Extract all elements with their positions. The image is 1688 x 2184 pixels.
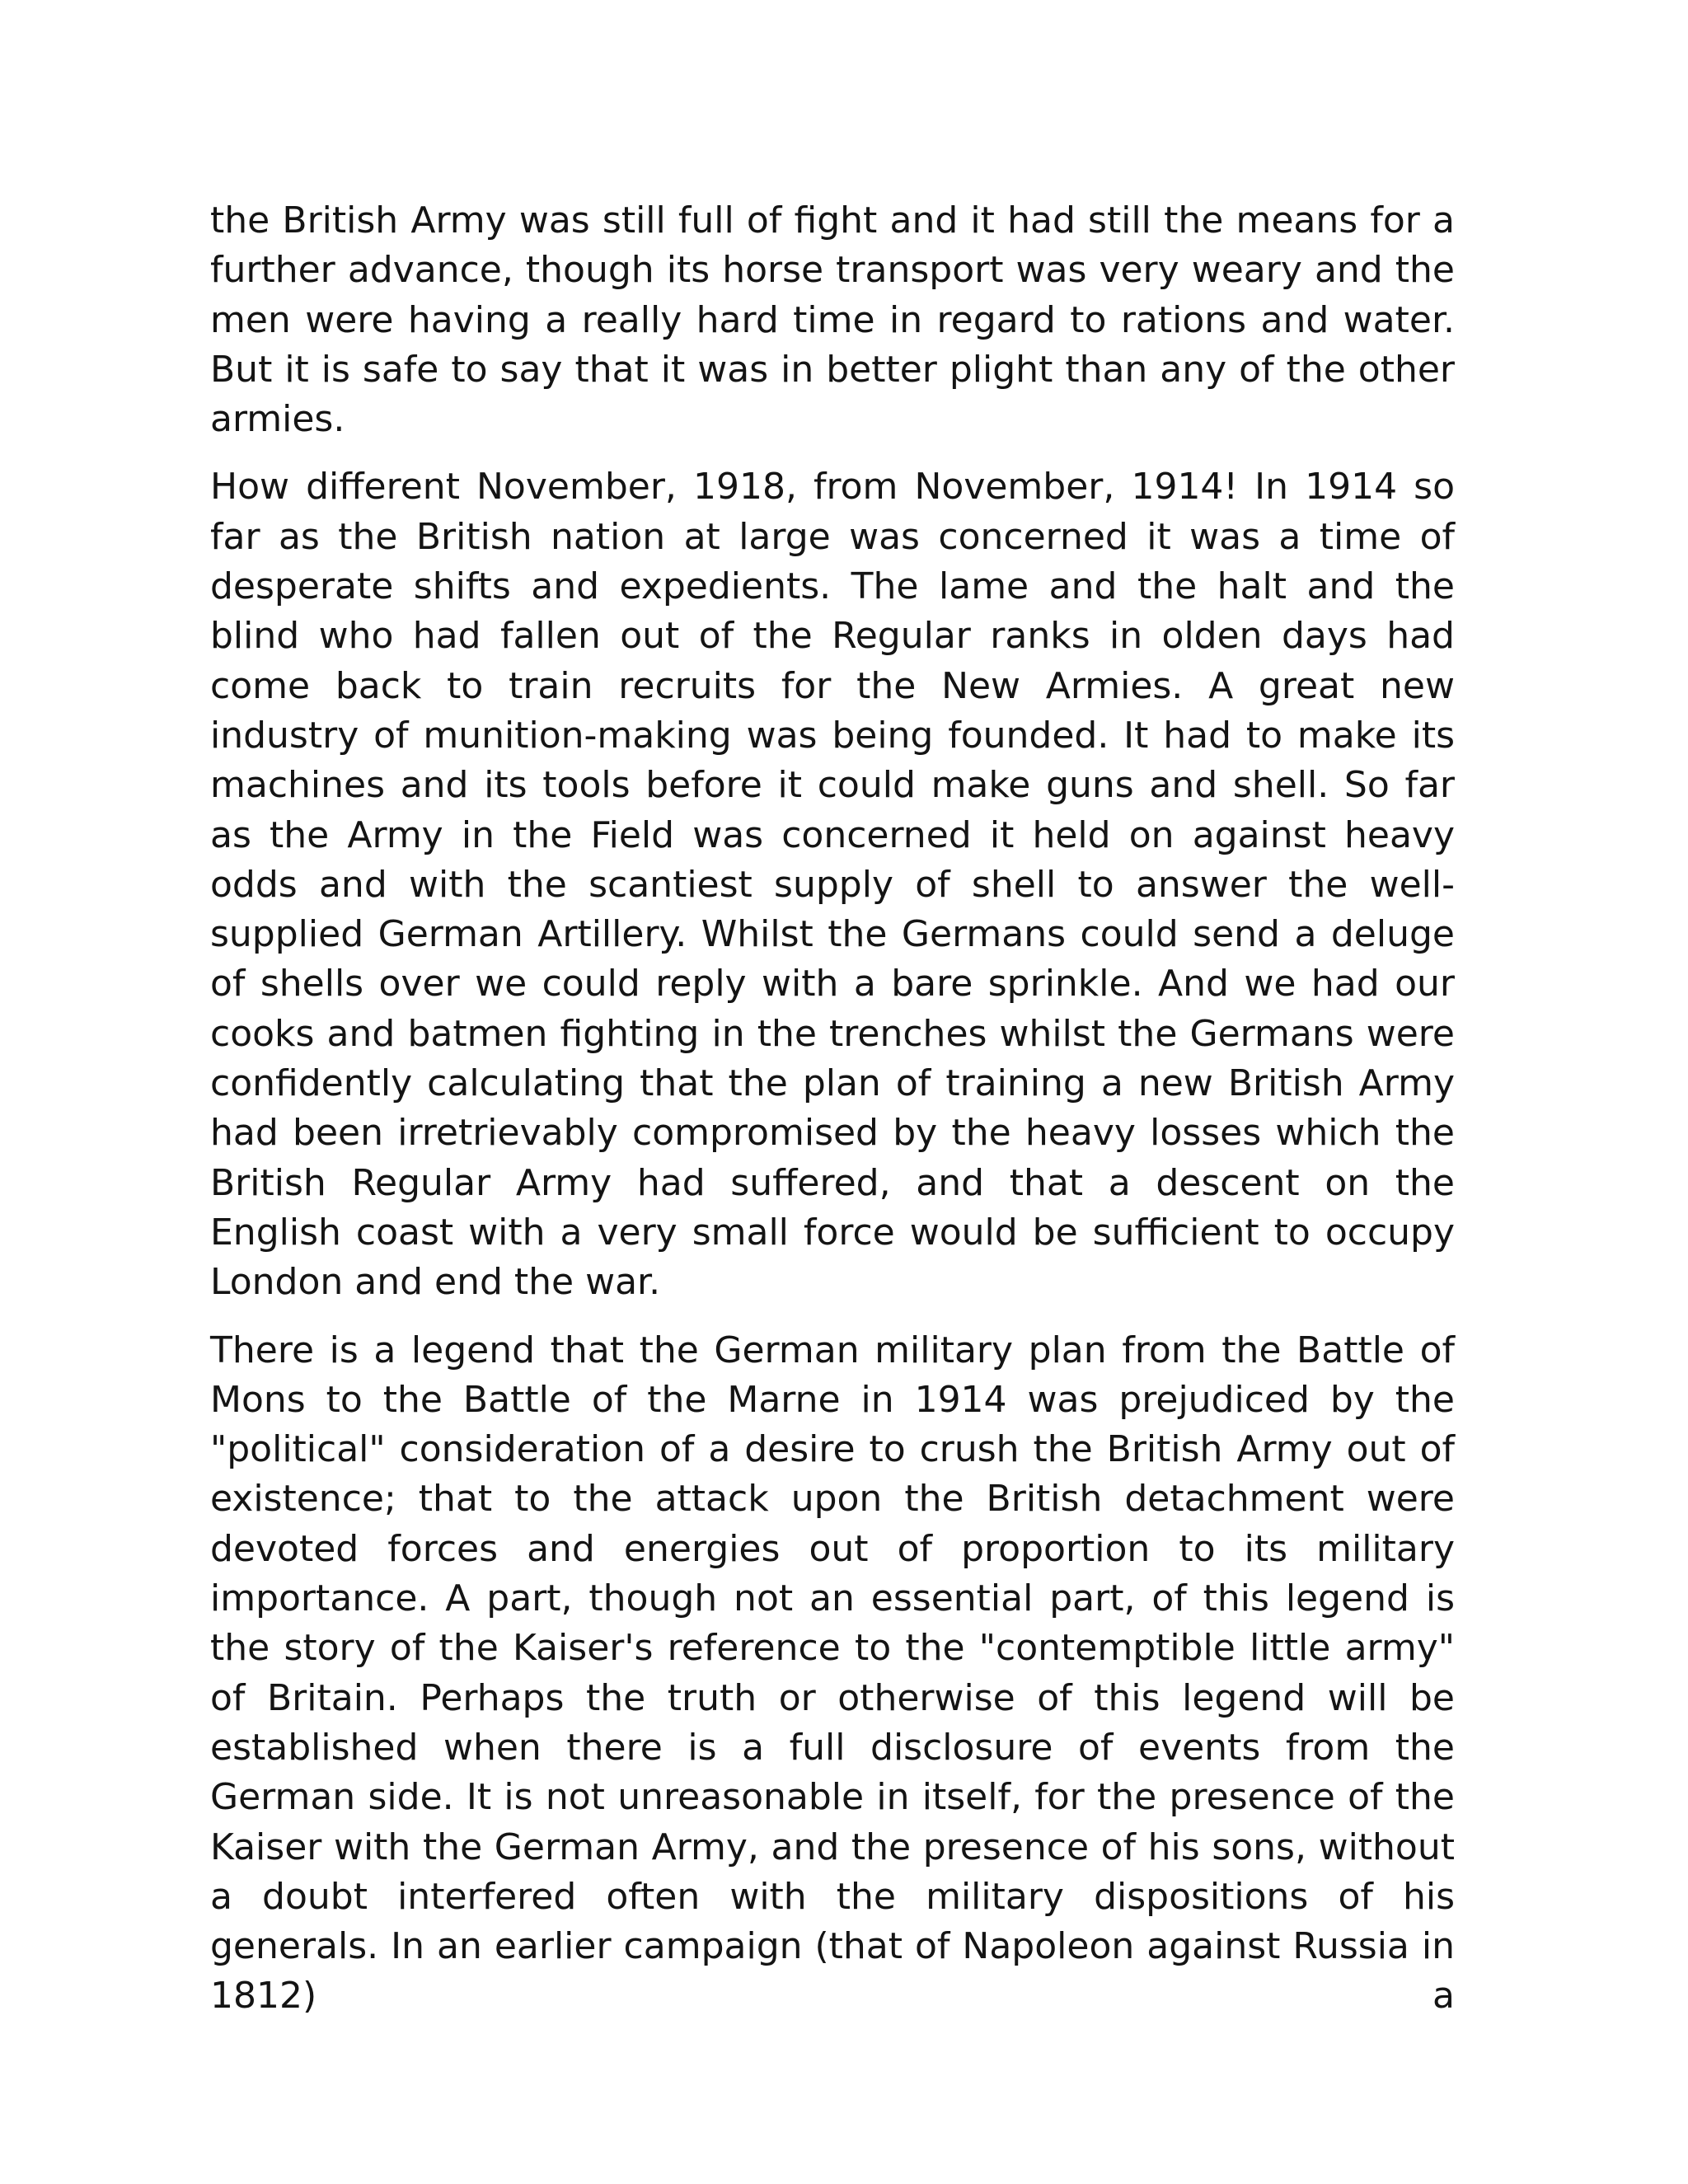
paragraph-german-legend: There is a legend that the German military plan from the Battle of Mons to the Battle of the Marne in 1914 was prejudiced by the "political" consideration of a desire to crush the British Army out of existence; that to the attack upon the British detachment were devoted forces and energies out of proportion to its military importance. A part, though not an essential part, of this legend is the story of the Kaiser's reference to the "contemptible little army" of Britain. Perhaps the truth or otherwise of this legend will be established when there is a full disclosure of events from the German side. It is not unreasonable in itself, for the presence of the Kaiser with the German Army, and the presence of his sons, without a doubt interfered often with the military dispositions of his generals. In an earlier campaign (that of Napoleon against Russia in 1812) a bbox=[210, 1329, 1455, 2018]
paragraph-november-1918-vs-1914: How different November, 1918, from November, 1914! In 1914 so far as the British nation at large was concerned it was a time of desperate shifts and expedients. The lame and the halt and the blind who had fallen out of the Regular ranks in olden days had come back to train recruits for the New Armies. A great new industry of munition-making was being founded. It had to make its machines and its tools before it could make guns and shell. So far as the Army in the Field was concerned it held on against heavy odds and with the scantiest supply of shell to answer the well-supplied German Artillery. Whilst the Germans could send a deluge of shells over we could reply with a bare sprinkle. And we had our cooks and batmen fighting in the trenches whilst the Germans were confidently calculating that the plan of training a new British Army had been irretrievably compromised by the heavy losses which the British Regular Army had suffered, and that a descent on the English coast with a very small force would be sufficient to occupy London and end the war. bbox=[210, 466, 1455, 1304]
document-page bbox=[210, 196, 1455, 2040]
paragraph-british-army-fight: the British Army was still full of fight and it had still the means for a further advance, though its horse transport was very weary and the men were having a really hard time in regard to rations and water. But it is safe to say that it was in better plight than any of the other armies. bbox=[210, 199, 1455, 441]
